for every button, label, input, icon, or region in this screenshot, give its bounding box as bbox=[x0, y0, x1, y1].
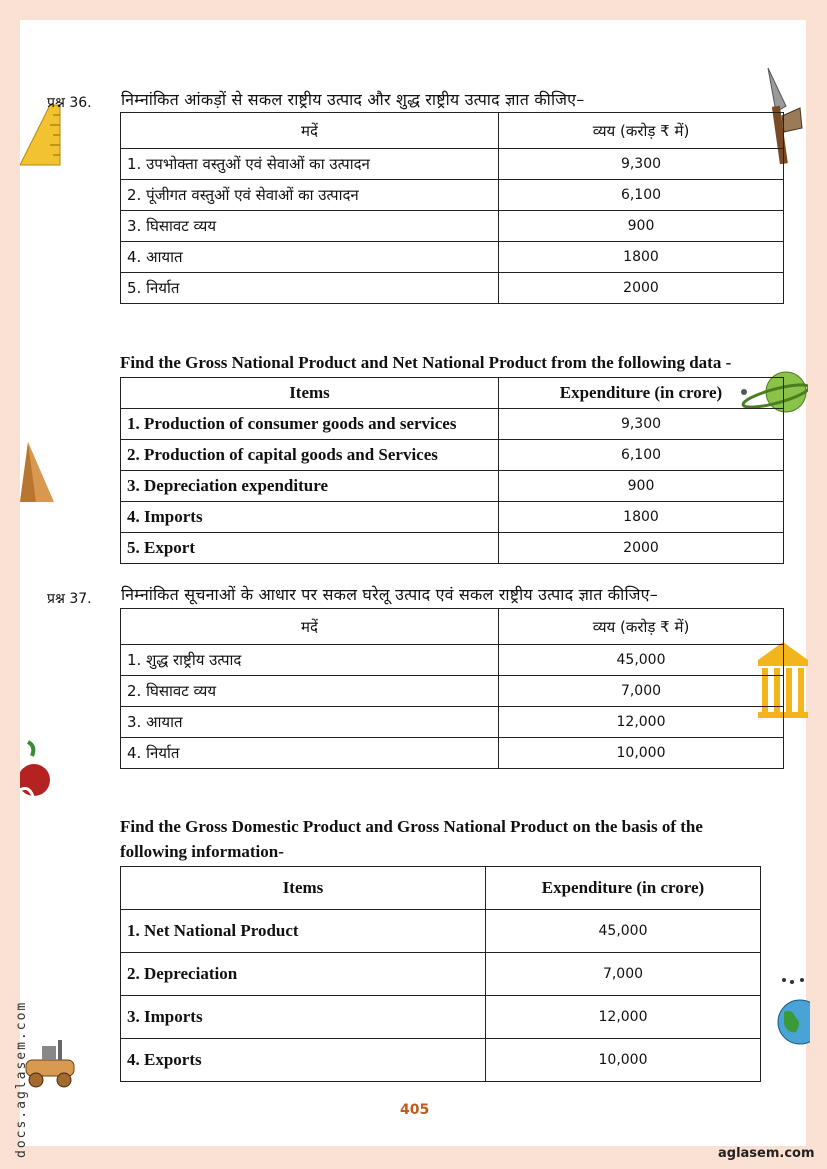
table-row bbox=[121, 211, 784, 242]
table-cell: 1. शुद्ध राष्ट्रीय उत्पाद bbox=[121, 645, 499, 676]
table-cell: 1800 bbox=[499, 242, 784, 273]
table-cell: 1. उपभोक्ता वस्तुओं एवं सेवाओं का उत्पादन bbox=[121, 149, 499, 180]
table-cell: 12,000 bbox=[486, 996, 761, 1039]
table-cell: 3. Imports bbox=[121, 996, 486, 1039]
table-cell: 5. निर्यात bbox=[121, 273, 499, 304]
question-text-hindi: निम्नांकित सूचनाओं के आधार पर सकल घरेलू उत्पाद एवं सकल राष्ट्रीय उत्पाद ज्ञात कीजिए– bbox=[121, 585, 658, 604]
table-row bbox=[121, 910, 761, 953]
table-row bbox=[121, 707, 784, 738]
table-header: व्यय (करोड़ ₹ में) bbox=[499, 113, 784, 149]
page-number: 405 bbox=[400, 1102, 430, 1118]
table-row bbox=[121, 440, 784, 471]
table-header: व्यय (करोड़ ₹ में) bbox=[499, 609, 784, 645]
table-cell: 1. Net National Product bbox=[121, 910, 486, 953]
table-cell: 9,300 bbox=[499, 409, 784, 440]
table-cell: 4. निर्यात bbox=[121, 738, 499, 769]
table-cell: 3. आयात bbox=[121, 707, 499, 738]
table-cell: 2000 bbox=[499, 533, 784, 564]
table-cell: 12,000 bbox=[499, 707, 784, 738]
table-cell: 2000 bbox=[499, 273, 784, 304]
watermark-text: docs.aglasem.com bbox=[14, 1000, 29, 1158]
table-cell: 4. आयात bbox=[121, 242, 499, 273]
question-number: प्रश्न 36. bbox=[47, 95, 92, 111]
table-header-row bbox=[121, 867, 761, 910]
question-text-english: Find the Gross National Product and Net National Product from the following data - bbox=[120, 353, 732, 372]
table-row bbox=[121, 242, 784, 273]
table-header: Expenditure (in crore) bbox=[486, 867, 761, 910]
table-cell: 900 bbox=[499, 471, 784, 502]
table-row bbox=[121, 273, 784, 304]
table-header: मदें bbox=[121, 609, 499, 645]
table-header: मदें bbox=[121, 113, 499, 149]
table-row bbox=[121, 1039, 761, 1082]
table-row bbox=[121, 409, 784, 440]
table-cell: 9,300 bbox=[499, 149, 784, 180]
cart-icon bbox=[20, 1036, 80, 1090]
table-cell: 6,100 bbox=[499, 440, 784, 471]
table-cell: 45,000 bbox=[486, 910, 761, 953]
table-cell: 3. घिसावट व्यय bbox=[121, 211, 499, 242]
table-cell: 4. Exports bbox=[121, 1039, 486, 1082]
table-header-row bbox=[121, 113, 784, 149]
table-cell: 2. Depreciation bbox=[121, 953, 486, 996]
table-cell: 5. Export bbox=[121, 533, 499, 564]
table-cell: 10,000 bbox=[486, 1039, 761, 1082]
table-row bbox=[121, 471, 784, 502]
table-cell: 900 bbox=[499, 211, 784, 242]
table-cell: 2. घिसावट व्यय bbox=[121, 676, 499, 707]
table-cell: 6,100 bbox=[499, 180, 784, 211]
table-row bbox=[121, 180, 784, 211]
table-row bbox=[121, 996, 761, 1039]
site-link[interactable]: aglasem.com bbox=[718, 1146, 815, 1161]
apple-icon bbox=[20, 740, 54, 806]
table-row bbox=[121, 149, 784, 180]
table-row bbox=[121, 645, 784, 676]
table-header: Expenditure (in crore) bbox=[499, 378, 784, 409]
table-cell: 10,000 bbox=[499, 738, 784, 769]
table-header-row bbox=[121, 609, 784, 645]
globe-icon bbox=[776, 974, 810, 1050]
table-row bbox=[121, 502, 784, 533]
question-text-english-cont: following information- bbox=[120, 842, 284, 861]
question-text-hindi: निम्नांकित आंकड़ों से सकल राष्ट्रीय उत्पाद और शुद्ध राष्ट्रीय उत्पाद ज्ञात कीजिए– bbox=[121, 90, 585, 109]
question-number: प्रश्न 37. bbox=[47, 591, 92, 607]
table-cell: 7,000 bbox=[499, 676, 784, 707]
table-row bbox=[121, 738, 784, 769]
table-cell: 2. Production of capital goods and Services bbox=[121, 440, 499, 471]
table-row bbox=[121, 533, 784, 564]
table-row bbox=[121, 676, 784, 707]
table-header-row bbox=[121, 378, 784, 409]
table-cell: 1800 bbox=[499, 502, 784, 533]
data-table-english bbox=[120, 377, 784, 564]
table-cell: 7,000 bbox=[486, 953, 761, 996]
pyramid-icon bbox=[20, 440, 56, 504]
table-header: Items bbox=[121, 867, 486, 910]
table-cell: 2. पूंजीगत वस्तुओं एवं सेवाओं का उत्पादन bbox=[121, 180, 499, 211]
table-row bbox=[121, 953, 761, 996]
table-cell: 4. Imports bbox=[121, 502, 499, 533]
question-text-english: Find the Gross Domestic Product and Gross National Product on the basis of the bbox=[120, 817, 703, 836]
table-cell: 3. Depreciation expenditure bbox=[121, 471, 499, 502]
data-table-hindi bbox=[120, 112, 784, 304]
table-cell: 1. Production of consumer goods and services bbox=[121, 409, 499, 440]
table-header: Items bbox=[121, 378, 499, 409]
table-cell: 45,000 bbox=[499, 645, 784, 676]
data-table-hindi bbox=[120, 608, 784, 769]
data-table-english bbox=[120, 866, 761, 1082]
